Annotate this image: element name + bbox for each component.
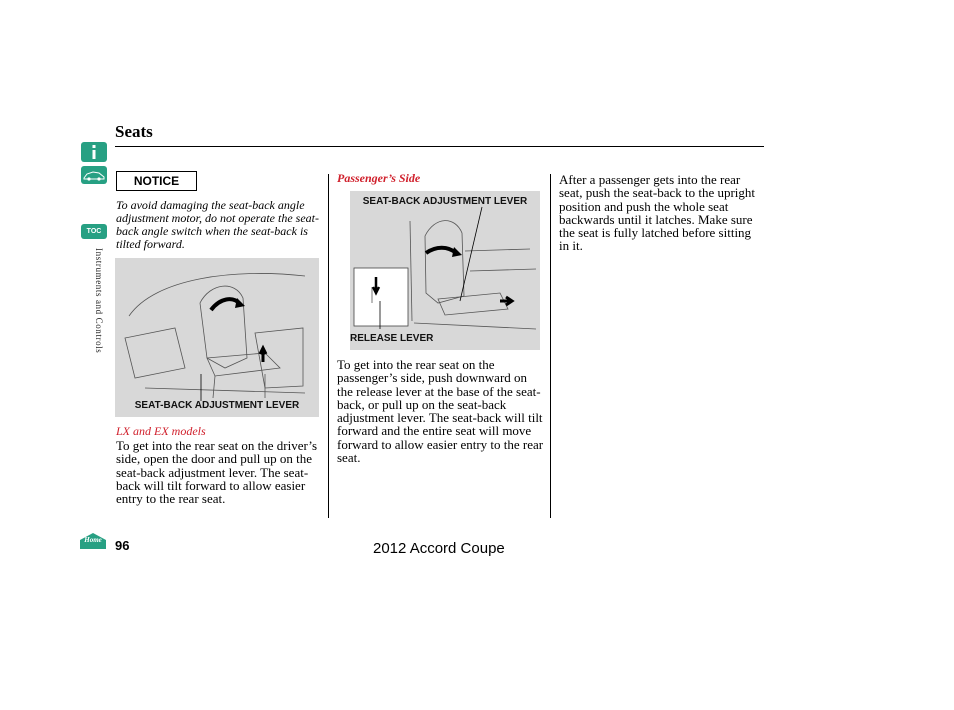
document-title: 2012 Accord Coupe	[373, 540, 505, 557]
figure-caption: SEAT-BACK ADJUSTMENT LEVER	[134, 400, 300, 411]
figure-caption: SEAT-BACK ADJUSTMENT LEVER	[362, 196, 528, 207]
notice-label: NOTICE	[116, 171, 197, 191]
figure-caption: RELEASE LEVER	[350, 333, 434, 344]
page-number: 96	[115, 538, 130, 553]
column-divider	[550, 174, 551, 518]
section-subheading: LX and EX models	[116, 424, 206, 438]
car-icon	[81, 166, 107, 184]
page-title: Seats	[115, 122, 153, 141]
body-paragraph: To get into the rear seat on the passenger’s side, push downward on the release lever at the base of the seat-back, or pull up on the seat-back adjustment lever. The seat-back will tilt forward and the entire seat will move forward to allow easier entry to the rear seat.	[337, 357, 544, 466]
column-divider	[328, 174, 329, 518]
title-rule	[115, 146, 764, 147]
info-icon	[81, 142, 107, 162]
body-paragraph: To get into the rear seat on the driver’s side, open the door and pull up on the seat-back adjustment lever. The seat-back will tilt forward to allow easier entry to the rear seat.	[116, 438, 318, 507]
toc-button[interactable]: TOC	[81, 224, 107, 239]
seat-illustration	[115, 258, 319, 417]
passenger-seat-figure	[350, 191, 540, 350]
body-paragraph: After a passenger gets into the rear seat, push the seat-back to the upright position and push the whole seat backwards until it latches. Make sure the seat is fully latched before sitting in it.	[559, 172, 756, 254]
driver-seat-figure	[115, 258, 319, 417]
car-nav-button[interactable]	[81, 166, 107, 184]
seat-illustration	[350, 191, 540, 350]
home-label: Home	[84, 536, 102, 544]
info-nav-button[interactable]	[81, 142, 107, 162]
home-button[interactable]	[79, 532, 107, 555]
notice-text: To avoid damaging the seat-back angle adjustment motor, do not operate the seat-back angle switch when the seat-back is tilted forward.	[116, 198, 319, 251]
section-label: Instruments and Controls	[94, 248, 104, 354]
section-subheading: Passenger’s Side	[337, 171, 421, 185]
